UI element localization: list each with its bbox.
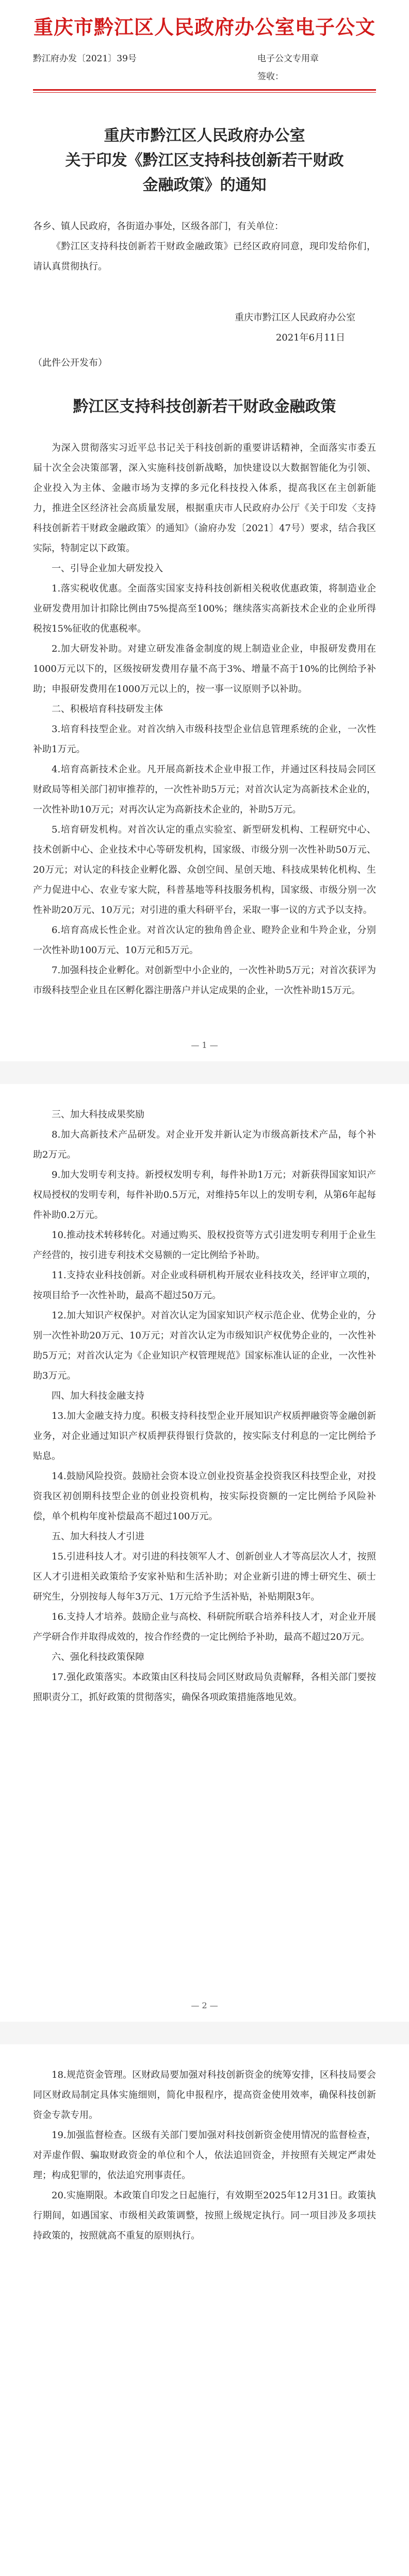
notice-title-line-1: 重庆市黔江区人民政府办公室 [104,127,305,145]
paragraph: 3.培育科技型企业。对首次纳入市级科技型企业信息管理系统的企业，一次性补助1万元。 [33,724,376,755]
paragraph: 14.鼓励风险投资。鼓励社会资本设立创业投资基金投资我区科技型企业，对投资我区初创期科技型企业的创业投资机构，按实际投资额的一定比例给予风险补偿，单个机构年度补偿最高不超过100万元。 [33,1471,376,1522]
paragraph: 18.规范资金管理。区财政局要加强对科技创新资金的统筹安排，区科技局要会同区财政局制定具体实施细则，简化申报程序，提高资金使用效率，确保科技创新资金专款专用。 [33,2070,376,2121]
paragraph: 7.加强科技企业孵化。对创新型中小企业的，一次性补助5万元；对首次获评为市级科技型企业且在区孵化器注册落户并认定成果的企业，一次性补助15万元。 [33,965,376,996]
policy-body-3 [33,2065,376,2246]
section-heading: 四、加大科技金融支持 [52,1391,144,1401]
paragraph: 8.加大高新技术产品研发。对企业开发并新认定为市级高新技术产品，每个补助2万元。 [33,1129,376,1160]
paragraph: 4.培育高新技术企业。凡开展高新技术企业申报工作，并通过区科技局会同区财政局等相关部门初审推荐的，一次性补助5万元；对首次认定为高新技术企业的，一次性补助10万元；对再次认定为高新技术企业的，补助5万元。 [33,764,376,815]
section-heading: 三、加大科技成果奖励 [52,1109,144,1120]
paragraph: 9.加大发明专利支持。新授权发明专利，每件补助1万元；对新获得国家知识产权局授权的发明专利，每件补助0.5万元，对维持5年以上的发明专利，从第6年起每件补助0.2万元。 [33,1170,376,1221]
page-2 [0,1084,409,2022]
issuer: 重庆市黔江区人民政府办公室 [235,312,355,323]
section-heading: 一、引导企业加大研发投入 [52,563,163,574]
notice-title-line-2: 关于印发《黔江区支持科技创新若干财政 [65,151,344,170]
policy-body-2 [33,1105,376,1707]
paragraph: 2.加大研发补助。对建立研发准备金制度的规上制造业企业，申报研发费用在1000万元以下的，区级按研发费用存量不高于3%、增量不高于10%的比例给予补助；申报研发费用在1000万元以上的，按一事一议原则予以补助。 [33,643,376,694]
policy-body-1 [33,438,376,1001]
public-note: （此件公开发布） [33,358,107,368]
paragraph: 11.支持农业科技创新。对企业或科研机构开展农业科技攻关，经评审立项的，按项目给予一次性补助，最高不超过50万元。 [33,1270,376,1301]
doc-header-row [33,51,376,82]
notice-body [33,216,376,373]
salutation: 各乡、镇人民政府，各街道办事处，区级各部门，有关单位： [33,221,284,232]
paragraph: 20.实施期限。本政策自印发之日起施行，有效期至2025年12月31日。政策执行期间，如遇国家、市级相关政策调整，按照上级规定执行。同一项目涉及多项扶持政策的，按照就高不重复的原则执行。 [33,2190,376,2241]
section-heading: 二、积极培育科技研发主体 [52,704,163,715]
notice-text: 《黔江区支持科技创新若干财政金融政策》已经区政府同意，现印发给你们，请认真贯彻执行。 [33,241,376,272]
page-number: — 2 — [191,2001,218,2010]
paragraph: 1.落实税收优惠。全面落实国家支持科技创新相关税收优惠政策，将制造业企业研发费用加计扣除比例由75%提高至100%；继续落实高新技术企业的企业所得税按15%征收的优惠税率。 [33,583,376,634]
paragraph: 为深入贯彻落实习近平总书记关于科技创新的重要讲话精神，全面落实市委五届十次全会决策部署，深入实施科技创新战略，加快建设以大数据智能化为引领、企业投入为主体、金融市场为支撑的多元化科技投入体系，提高我区在主创新能力，推进全区经济社会高质量发展，根据重庆市人民政府办公厅《关于印发〈支持科技创新若干财政金融政策〉的通知》（渝府办发〔2021〕47号）要求，结合我区实际，特制定以下政策。 [33,443,376,554]
signer-label: 签收： [257,72,284,82]
sign-column [257,51,376,82]
masthead: 重庆市黔江区人民政府办公室电子公文 [33,16,375,39]
paragraph: 6.培育高成长性企业。对首次认定的独角兽企业、瞪羚企业和牛羚企业，分别一次性补助100万元、10万元和5万元。 [33,925,376,956]
page-3 [0,2044,409,2576]
issue-date: 2021年6月11日 [275,332,345,343]
paragraph: 10.推动技术转移转化。对通过购买、股权投资等方式引进发明专利用于企业生产经营的，按引进专利技术交易额的一定比例给予补助。 [33,1230,376,1261]
paragraph: 13.加大金融支持力度。积极支持科技型企业开展知识产权质押融资等金融创新业务，对企业通过知识产权质押获得银行贷款的，按实际支付利息的一定比例给予贴息。 [33,1411,376,1462]
paragraph: 19.加强监督检查。区级有关部门要加强对科技创新资金使用情况的监督检查，对弄虚作假、骗取财政资金的单位和个人，依法追回资金，并按照有关规定严肃处理；构成犯罪的，依法追究刑事责任。 [33,2130,376,2181]
doc-number: 黔江府办发〔2021〕39号 [33,54,137,64]
type-label: 电子公文专用章 [257,54,319,64]
policy-title: 黔江区支持科技创新若干财政金融政策 [73,398,336,416]
paragraph: 15.引进科技人才。对引进的科技领军人才、创新创业人才等高层次人才，按照区人才引进相关政策给予安家补贴和生活补助；对企业新引进的博士研究生、硕士研究生，分别按每人每年3万元、1万元给予生活补贴，补贴期限3年。 [33,1551,376,1602]
section-heading: 六、强化科技政策保障 [52,1652,144,1663]
paragraph: 12.加大知识产权保护。对首次认定为国家知识产权示范企业、优势企业的，分别一次性补助20万元、10万元；对首次认定为市级知识产权优势企业的，一次性补助5万元；对首次认定为《企业知识产权管理规范》国家标准认证的企业，一次性补助3万元。 [33,1310,376,1381]
page-1 [0,0,409,1061]
notice-title-line-3: 金融政策》的通知 [142,176,267,194]
page-number: — 1 — [191,1040,218,1050]
section-heading: 五、加大科技人才引进 [52,1531,144,1542]
paragraph: 16.支持人才培养。鼓励企业与高校、科研院所联合培养科技人才，对企业开展产学研合作并取得成效的，按合作经费的一定比例给予补助，最高不超过20万元。 [33,1612,376,1642]
red-divider-thin [33,92,376,93]
red-divider [33,89,376,91]
paragraph: 17.强化政策落实。本政策由区科技局会同区财政局负责解释，各相关部门要按照职责分工，抓好政策的贯彻落实，确保各项政策措施落地见效。 [33,1672,376,1703]
paragraph: 5.培育研发机构。对首次认定的重点实验室、新型研发机构、工程研究中心、技术创新中心、企业技术中心等研发机构，国家级、市级分别一次性补助50万元、20万元；对认定的科技企业孵化器、众创空间、星创天地、科技成果转化机构、生产力促进中心、农业专家大院，科普基地等科技服务机构，国家级、市级分别一次性补助20万元、10万元；对引进的重大科研平台，采取一事一议的方式予以支持。 [33,824,376,916]
notice-title [33,124,376,198]
